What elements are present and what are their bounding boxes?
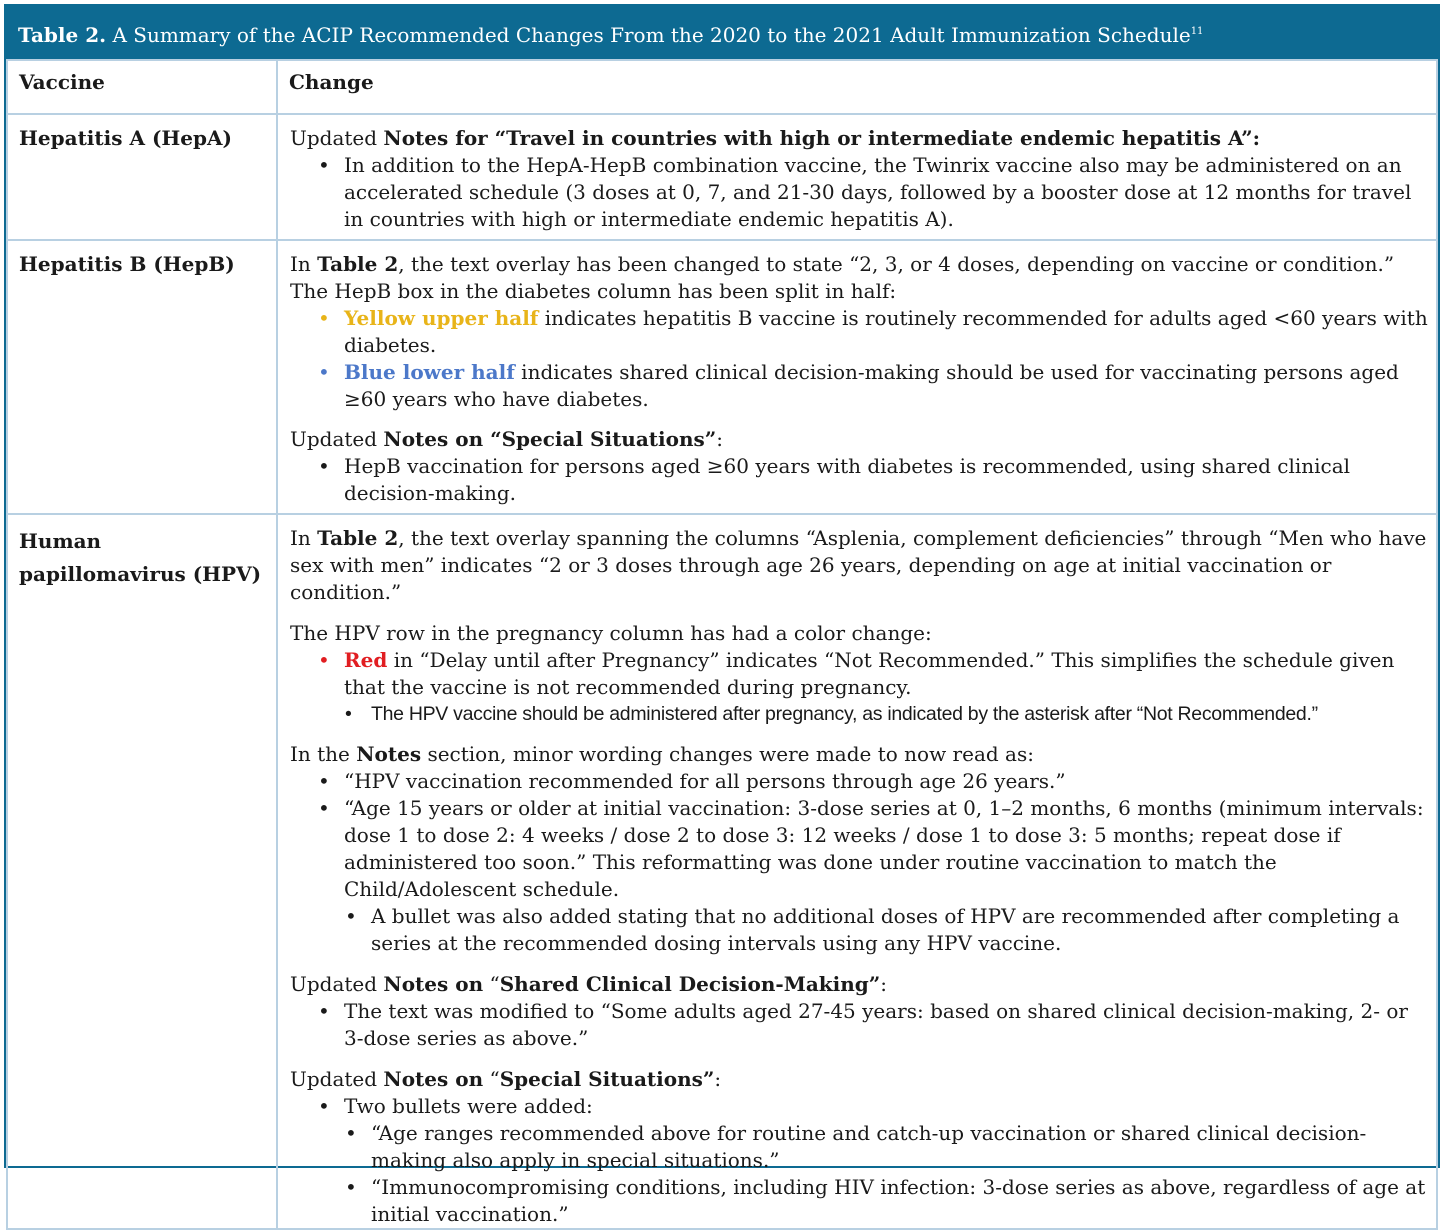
hepb-section-2 bbox=[290, 426, 1428, 453]
text: indicates hepatitis B vaccine is routinely recommended for adults aged <60 years with diabetes. bbox=[344, 306, 1428, 357]
text: Updated bbox=[290, 427, 384, 451]
text: Updated bbox=[290, 1067, 384, 1091]
table-number: Table 2. bbox=[18, 23, 107, 47]
table-title bbox=[6, 6, 1438, 59]
text: Updated bbox=[290, 972, 384, 996]
text: , the text overlay spanning the columns “Asplenia, complement deficiencies” through “Men who have sex with men” indicates “2 or 3 doses through age 26 years, depending on age at initial vaccination or condition.” bbox=[290, 526, 1427, 604]
list-item: • A bullet was also added stating that no additional doses of HPV are recommended after completing a series at the recommended dosing intervals using any HPV vaccine. bbox=[290, 903, 1428, 957]
vaccine-cell-hpv bbox=[7, 514, 277, 1229]
text: : bbox=[714, 1067, 722, 1091]
text-bold: Notes bbox=[356, 742, 422, 766]
hpv-subbullets-2 bbox=[290, 701, 1428, 728]
hpv-bullets-4 bbox=[290, 998, 1428, 1052]
hpv-bullets-5 bbox=[290, 1093, 1428, 1120]
hpv-bullets-2 bbox=[290, 647, 1428, 701]
hpv-section-3 bbox=[290, 741, 1428, 768]
text: “ bbox=[483, 972, 500, 996]
blue-label: Blue lower half bbox=[344, 360, 515, 384]
change-cell-hepb bbox=[277, 240, 1437, 514]
hpv-subbullets-3 bbox=[290, 903, 1428, 957]
header-change: Change bbox=[277, 60, 1437, 114]
text: : bbox=[716, 427, 724, 451]
text: In bbox=[290, 526, 318, 550]
hepb-section-1 bbox=[290, 251, 1428, 305]
hpv-section-4 bbox=[290, 971, 1428, 998]
text: In bbox=[290, 252, 318, 276]
changes-table bbox=[6, 59, 1438, 1230]
hepa-bullets bbox=[290, 152, 1428, 233]
table-row-hepa bbox=[7, 114, 1437, 240]
list-item: • HepB vaccination for persons aged ≥60 years with diabetes is recommended, using shared clinical decision-making. bbox=[290, 453, 1428, 507]
text-bold: Special Situations” bbox=[499, 1067, 715, 1091]
change-cell-hpv bbox=[277, 514, 1437, 1229]
list-item: • The HPV vaccine should be administered after pregnancy, as indicated by the asterisk after “Not Recommended.” bbox=[290, 701, 1428, 728]
red-label: Red bbox=[344, 648, 388, 672]
reference-superscript: 11 bbox=[1190, 26, 1204, 37]
vaccine-name-hepb: Hepatitis B (HepB) bbox=[19, 252, 235, 276]
list-item: • Two bullets were added: bbox=[290, 1093, 1428, 1120]
vaccine-name-hepa: Hepatitis A (HepA) bbox=[19, 126, 232, 150]
text-bold: Notes for “Travel in countries with high or intermediate endemic hepatitis A”: bbox=[383, 126, 1261, 150]
change-cell-hepa bbox=[277, 114, 1437, 240]
text: : bbox=[880, 972, 888, 996]
list-item: • “Age 15 years or older at initial vaccination: 3-dose series at 0, 1–2 months, 6 months (minimum intervals: dose 1 to dose 2: 4 weeks / dose 2 to dose 3: 12 weeks / dose 1 to dose 3: 5 months; repeat dose if administered too soon.” This reformatting was done under routine vaccination to match the Child/Adolescent schedule. bbox=[290, 795, 1428, 903]
vaccine-name-hpv: Human papillomavirus (HPV) bbox=[19, 529, 262, 586]
list-item: • The text was modified to “Some adults aged 27-45 years: based on shared clinical decision-making, 2- or 3-dose series as above.” bbox=[290, 998, 1428, 1052]
text: section, minor wording changes were made to now read as: bbox=[421, 742, 1034, 766]
header-vaccine: Vaccine bbox=[7, 60, 277, 114]
hpv-section-5 bbox=[290, 1066, 1428, 1093]
text-bold: Shared Clinical Decision-Making” bbox=[499, 972, 881, 996]
text: indicates shared clinical decision-making should be used for vaccinating persons aged ≥60 years who have diabetes. bbox=[344, 360, 1399, 411]
text: In the bbox=[290, 742, 357, 766]
text: “ bbox=[483, 1067, 500, 1091]
list-item-yellow bbox=[290, 305, 1428, 359]
hepb-bullets-2 bbox=[290, 453, 1428, 507]
list-item-red bbox=[290, 647, 1428, 701]
text-bold: Notes on bbox=[383, 1067, 484, 1091]
list-item: • “HPV vaccination recommended for all persons through age 26 years.” bbox=[290, 768, 1428, 795]
list-item: • “Age ranges recommended above for routine and catch-up vaccination or shared clinical decision-making also apply in special situations.” bbox=[290, 1120, 1428, 1174]
hpv-section-2: The HPV row in the pregnancy column has had a color change: bbox=[290, 621, 932, 645]
list-item: • In addition to the HepA-HepB combination vaccine, the Twinrix vaccine also may be administered on an accelerated schedule (3 doses at 0, 7, and 21-30 days, followed by a booster dose at 12 months for travel in countries with high or intermediate endemic hepatitis A). bbox=[290, 152, 1428, 233]
table-caption: A Summary of the ACIP Recommended Changes From the 2020 to the 2021 Adult Immunization Schedule bbox=[112, 23, 1191, 47]
hepb-bullets bbox=[290, 305, 1428, 413]
text-bold: Notes on bbox=[383, 972, 484, 996]
text-bold: Table 2 bbox=[317, 526, 399, 550]
hpv-subbullets-5 bbox=[290, 1120, 1428, 1228]
text: , the text overlay has been changed to state “2, 3, or 4 doses, depending on vaccine or condition.” The HepB box in the diabetes column has been split in half: bbox=[290, 252, 1395, 303]
list-item-blue bbox=[290, 359, 1428, 413]
text-bold: Notes on “Special Situations” bbox=[383, 427, 717, 451]
header-row bbox=[7, 60, 1437, 114]
list-item: • “Immunocompromising conditions, including HIV infection: 3-dose series as above, regardless of age at initial vaccination.” bbox=[290, 1174, 1428, 1228]
text-bold: Table 2 bbox=[317, 252, 399, 276]
table-row-hpv bbox=[7, 514, 1437, 1229]
text: in “Delay until after Pregnancy” indicates “Not Recommended.” This simplifies the schedule given that the vaccine is not recommended during pregnancy. bbox=[344, 648, 1395, 699]
table-row-hepb bbox=[7, 240, 1437, 514]
table-frame bbox=[4, 4, 1440, 1226]
hpv-section-1 bbox=[290, 525, 1428, 606]
vaccine-cell-hepb bbox=[7, 240, 277, 514]
hepa-section-1 bbox=[290, 125, 1428, 152]
yellow-label: Yellow upper half bbox=[344, 306, 539, 330]
text: Updated bbox=[290, 126, 384, 150]
hpv-bullets-3 bbox=[290, 768, 1428, 903]
vaccine-cell-hepa bbox=[7, 114, 277, 240]
